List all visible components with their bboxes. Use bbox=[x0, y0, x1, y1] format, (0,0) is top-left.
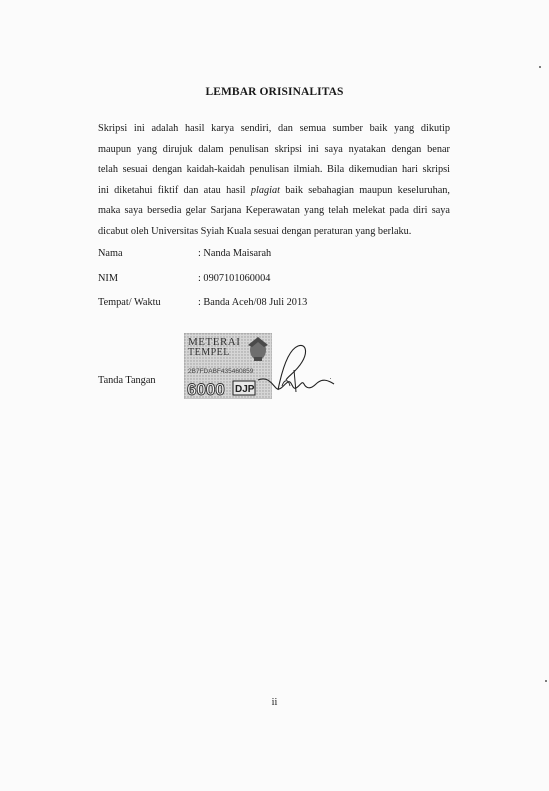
handwritten-signature bbox=[238, 340, 338, 400]
field-value-nim: : 0907101060004 bbox=[198, 273, 271, 284]
stamp-subtitle: TEMPEL bbox=[188, 347, 230, 358]
field-label-nim: NIM bbox=[98, 273, 119, 284]
field-label-tanda-tangan: Tanda Tangan bbox=[98, 375, 156, 386]
stamp-serial: 2B7FDABF435460859 bbox=[188, 368, 254, 375]
paragraph-line: maupun yang dirujuk dalam penulisan skripsi ini saya nyatakan dengan benar bbox=[98, 143, 450, 155]
field-label-tempat-waktu: Tempat/ Waktu bbox=[98, 297, 161, 308]
scan-speck bbox=[539, 66, 541, 68]
paragraph-line: telah sesuai dengan kaidah-kaidah penulisan ilmiah. Bila dikemudian hari skripsi bbox=[98, 164, 450, 175]
stamp-currency: DJP bbox=[235, 384, 255, 395]
field-value-nama: : Nanda Maisarah bbox=[198, 248, 272, 259]
paragraph-line: maka saya bersedia gelar Sarjana Keperawatan yang telah melekat pada diri saya bbox=[98, 205, 450, 216]
emphasized-word: plagiat bbox=[250, 184, 280, 196]
scan-speck bbox=[545, 680, 547, 682]
field-value-tempat-waktu: : Banda Aceh/08 Juli 2013 bbox=[198, 297, 308, 308]
paragraph-line: Skripsi ini adalah hasil karya sendiri, dan semua sumber baik yang dikutip bbox=[98, 123, 450, 134]
paragraph-line: dicabut oleh Universitas Syiah Kuala sesuai dengan peraturan yang berlaku. bbox=[98, 225, 412, 237]
paragraph-text: ini diketahui fiktif dan atau hasil bbox=[98, 184, 251, 196]
stamp-title: METERAI bbox=[188, 336, 241, 348]
scan-speck bbox=[330, 378, 331, 379]
statement-paragraph bbox=[98, 119, 450, 242]
stamp-amount: 6000 bbox=[187, 380, 225, 399]
page-title: LEMBAR ORISINALITAS bbox=[205, 86, 344, 98]
paragraph-text: baik sebahagian maupun keseluruhan, bbox=[280, 184, 451, 196]
field-label-nama: Nama bbox=[98, 248, 123, 259]
page-number: ii bbox=[271, 697, 278, 708]
paragraph-line bbox=[98, 181, 450, 202]
